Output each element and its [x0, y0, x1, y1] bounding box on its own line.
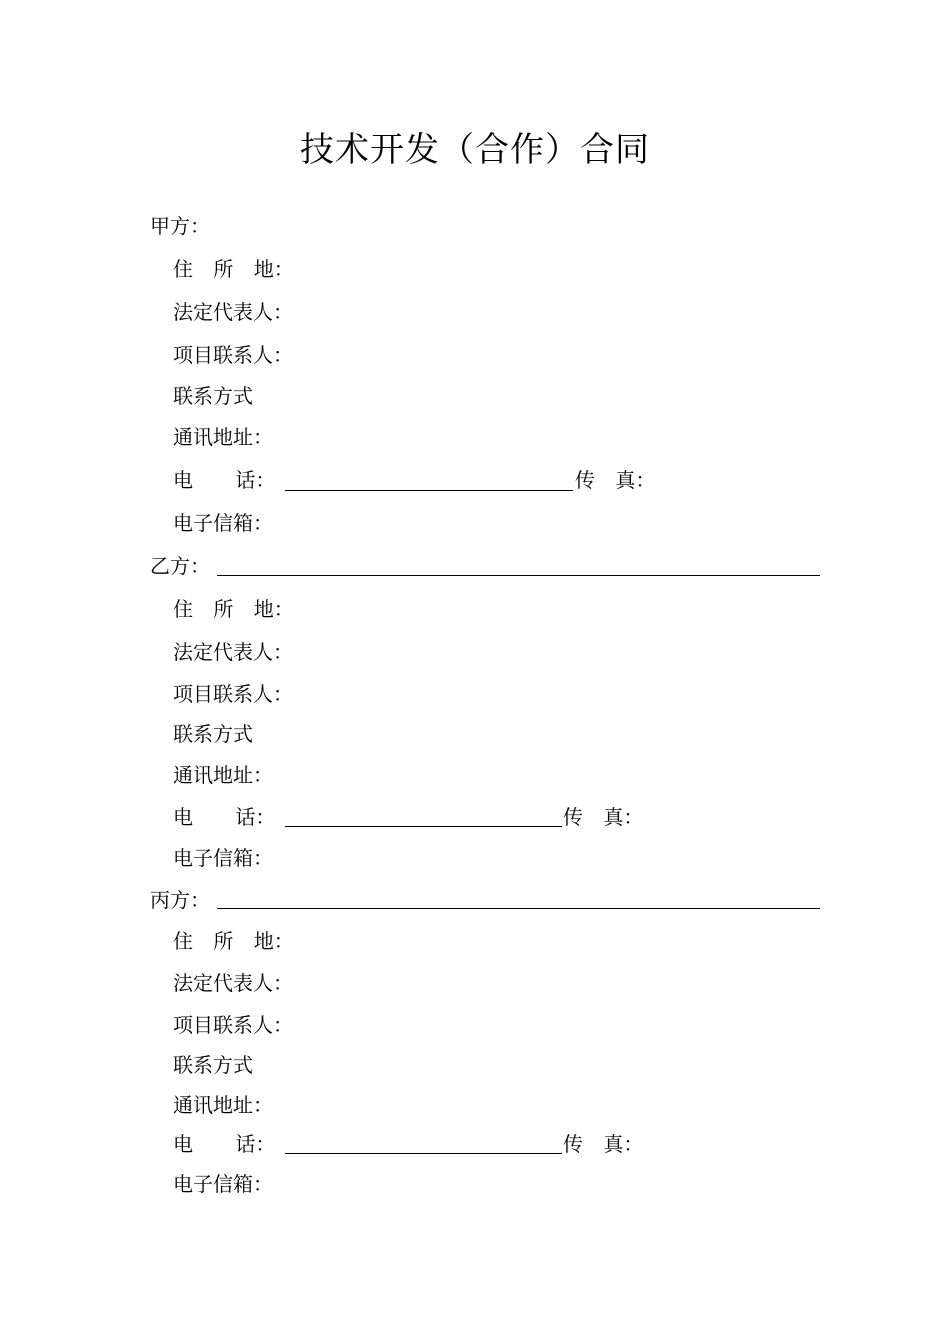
party-b-label: 乙方： [150, 554, 210, 578]
party-a-phone-blank[interactable] [285, 490, 573, 491]
party-c-address-label: 住 所 地： [173, 929, 294, 953]
party-a-mail-address-label: 通讯地址： [173, 425, 273, 449]
party-b-phone-blank[interactable] [285, 826, 562, 827]
party-c-phone-label: 电 话： [173, 1132, 276, 1156]
party-b-name-blank[interactable] [217, 575, 820, 576]
party-b-fax-label: 传 真： [563, 805, 644, 829]
party-b-mail-address-label: 通讯地址： [173, 763, 273, 787]
party-b-contact-method-label: 联系方式 [173, 722, 253, 746]
party-c-legal-rep-label: 法定代表人： [173, 971, 293, 995]
party-a-contact-method-label: 联系方式 [173, 384, 253, 408]
party-c-project-contact-label: 项目联系人： [173, 1013, 293, 1037]
party-c-phone-blank[interactable] [285, 1153, 562, 1154]
party-c-email-label: 电子信箱： [173, 1172, 273, 1196]
party-c-name-blank[interactable] [217, 908, 820, 909]
party-a-email-label: 电子信箱： [173, 511, 273, 535]
page-title: 技术开发（合作）合同 [300, 130, 650, 170]
party-c-label: 丙方： [150, 888, 210, 912]
party-b-address-label: 住 所 地： [173, 597, 294, 621]
party-a-label: 甲方： [150, 214, 210, 238]
party-c-mail-address-label: 通讯地址： [173, 1093, 273, 1117]
party-a-legal-rep-label: 法定代表人： [173, 300, 293, 324]
party-c-contact-method-label: 联系方式 [173, 1053, 253, 1077]
party-b-legal-rep-label: 法定代表人： [173, 640, 293, 664]
party-a-project-contact-label: 项目联系人： [173, 343, 293, 367]
party-a-fax-label: 传 真： [575, 468, 656, 492]
party-a-phone-label: 电 话： [173, 468, 276, 492]
party-b-phone-label: 电 话： [173, 805, 276, 829]
party-a-address-label: 住 所 地： [173, 257, 294, 281]
party-c-fax-label: 传 真： [563, 1132, 644, 1156]
party-b-project-contact-label: 项目联系人： [173, 682, 293, 706]
party-b-email-label: 电子信箱： [173, 846, 273, 870]
